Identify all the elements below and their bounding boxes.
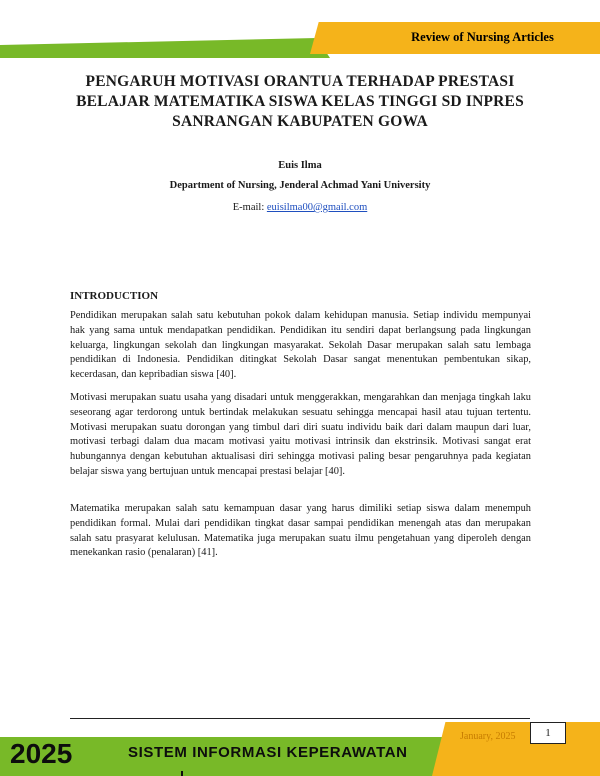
- header-decoration-green: [0, 38, 330, 58]
- paragraph-2: Motivasi merupakan suatu usaha yang disadari untuk menggerakkan, mengarahkan dan menjaga tingkah laku seseorang agar terdorong untuk bertindak melakukan sesuatu sehingga mencapai hasil atau tujuan tertentu. Motivasi merupakan suatu dorongan yang timbul dari diri suatu individu baik dari dalam maupun dari luar, motivasi terbagi dalam dua macam motivasi yaitu motivasi intrinsik dan ekstrinsik. Motivasi sangat erat hubungannya dengan kebutuhan aktualisasi diri sehingga motivasi paling besar pengaruhnya pada kegiatan belajar siswa yang bertujuan untuk mencapai prestasi belajar [40].: [70, 392, 531, 477]
- header-label: Review of Nursing Articles: [411, 30, 554, 44]
- footer-year: 2025: [10, 738, 73, 769]
- article-title: PENGARUH MOTIVASI ORANTUA TERHADAP PRESTASI BELAJAR MATEMATIKA SISWA KELAS TINGGI SD INPRES SANRANGAN KABUPATEN GOWA: [76, 73, 524, 130]
- paragraph-1: Pendidikan merupakan salah satu kebutuhan pokok dalam kehidupan manusia. Setiap individu mempunyai hak yang sama untuk mendapatkan pendidikan. Pendidikan itu sendiri dapat berlangsung pada lingkungan keluarga, lingkungan sekolah dan lingkungan masyarakat. Sekolah Dasar merupakan salah satu lembaga pendidikan di Indonesia. Pendidikan ditingkat Sekolah Dasar sangat menentukan pembentukan sikap, kecerdasan, dan kepribadian siswa [40].: [70, 310, 531, 381]
- footer-journal-name: SISTEM INFORMASI KEPERAWATAN: [128, 744, 408, 761]
- footer-tick-mark: [181, 771, 183, 776]
- email-label: E-mail:: [232, 202, 267, 213]
- author-email-line: [0, 202, 600, 213]
- footer-rule: [70, 718, 530, 719]
- author-affiliation: Department of Nursing, Jenderal Achmad Yani University: [169, 180, 431, 191]
- footer-date: January, 2025: [460, 731, 516, 742]
- page-number: 1: [530, 722, 566, 744]
- author-name: Euis Ilma: [278, 160, 322, 171]
- section-heading: INTRODUCTION: [70, 290, 159, 302]
- footer-yellow-band: [432, 722, 600, 776]
- email-link[interactable]: euisilma00@gmail.com: [266, 202, 368, 213]
- paragraph-3: Matematika merupakan salah satu kemampuan dasar yang harus dimiliki setiap siswa dalam menempuh pendidikan formal. Mulai dari pendidikan tingkat dasar sampai pendidikan menengah atas dan merupakan salah satu prasyarat kelulusan. Matematika juga merupakan suatu ilmu pengetahuan yang diperoleh dengan menekankan rasio (penalaran) [41].: [70, 503, 531, 559]
